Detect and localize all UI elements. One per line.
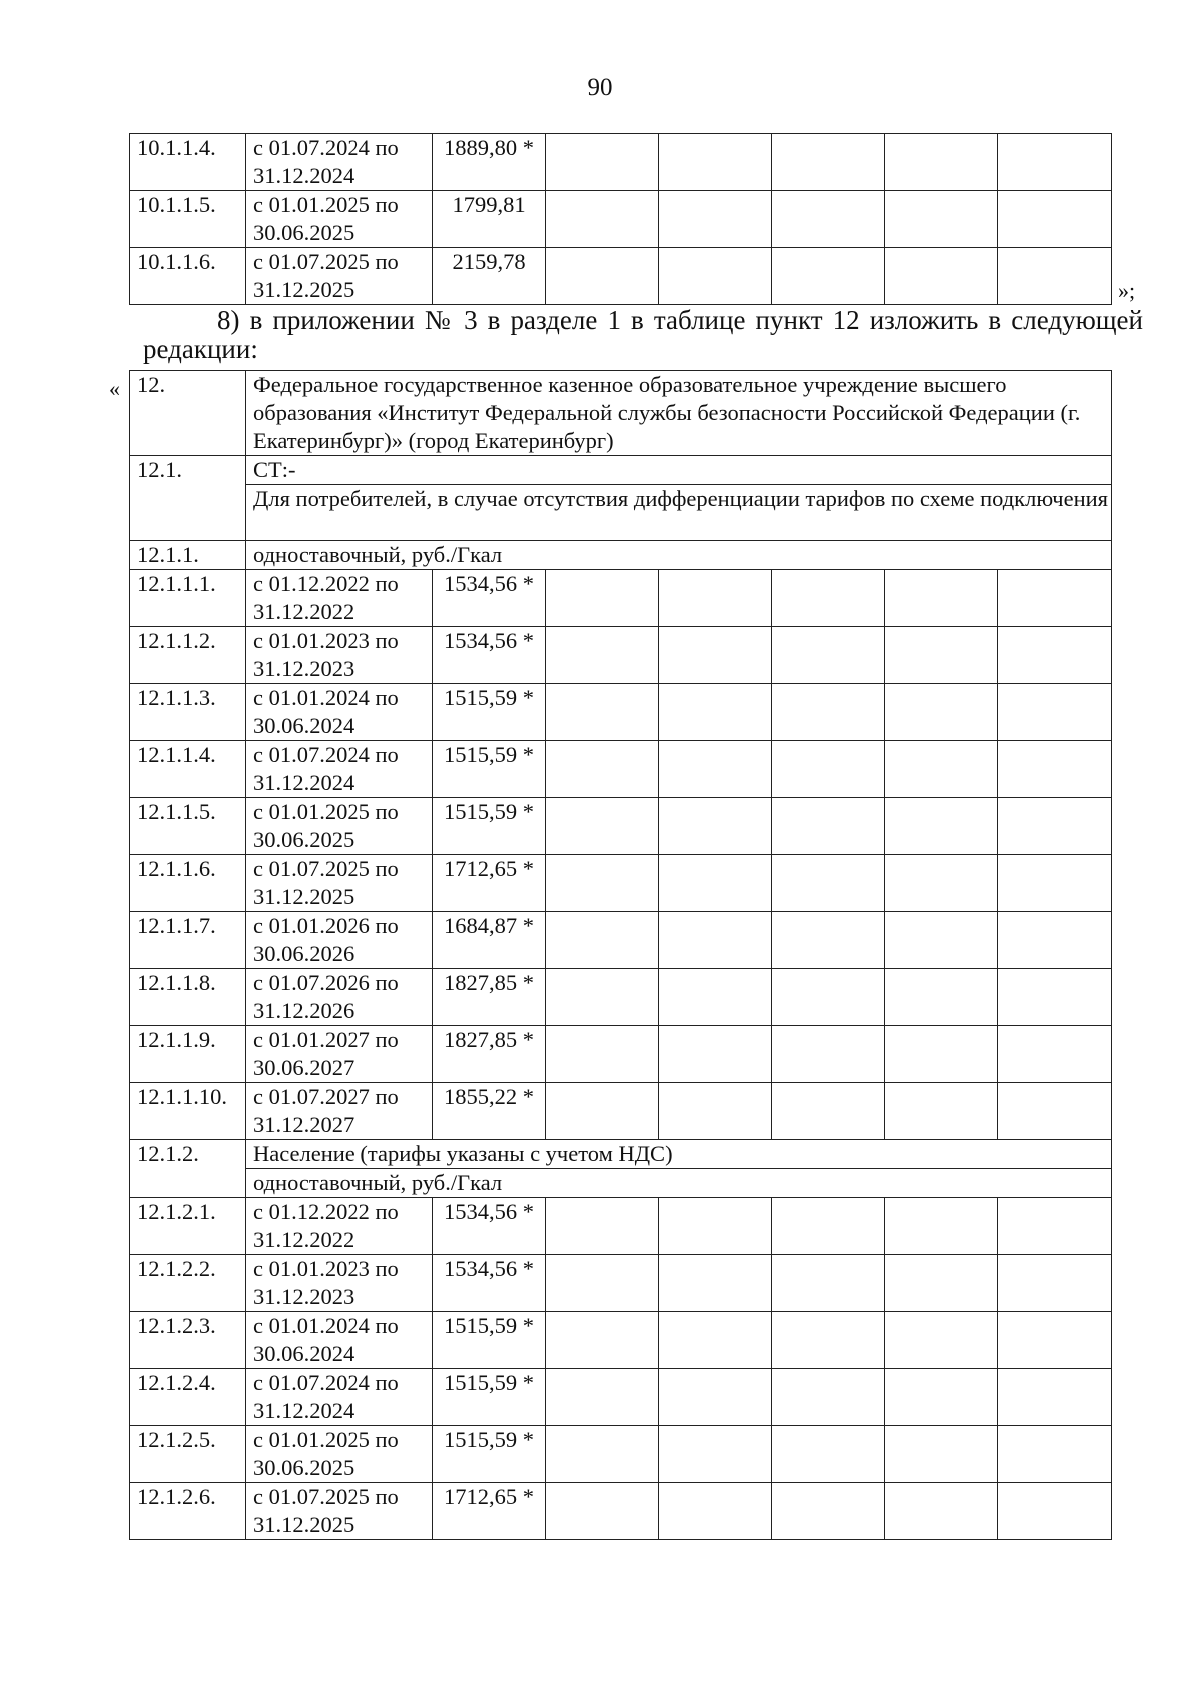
empty-cell [546, 1426, 659, 1483]
table-row [130, 741, 1112, 798]
period-cell: с 01.12.2022 по 31.12.2022 [246, 570, 433, 627]
table-row [130, 134, 1112, 191]
row-number: 12.1.1.2. [130, 627, 246, 684]
empty-cell [546, 1198, 659, 1255]
table-row [130, 191, 1112, 248]
tariff-value-cell: 1534,56 * [433, 1198, 546, 1255]
tariff-table-main [129, 370, 1112, 1540]
table-row [130, 798, 1112, 855]
table-row [130, 1426, 1112, 1483]
period-cell: с 01.01.2025 по 30.06.2025 [246, 191, 433, 248]
empty-cell [772, 912, 885, 969]
empty-cell [885, 1483, 998, 1540]
empty-cell [772, 627, 885, 684]
tariff-value-cell: 1534,56 * [433, 627, 546, 684]
period-cell: с 01.07.2025 по 31.12.2025 [246, 855, 433, 912]
empty-cell [885, 1026, 998, 1083]
table-row [130, 248, 1112, 305]
amendment-line-1: 8) в приложении № 3 в разделе 1 в таблице пункт 12 изложить в следующей [217, 305, 1143, 335]
empty-cell [546, 570, 659, 627]
amendment-paragraph [143, 306, 1143, 364]
empty-cell [998, 798, 1112, 855]
empty-cell [772, 248, 885, 305]
table-row [130, 1369, 1112, 1426]
empty-cell [885, 134, 998, 191]
row-number: 12.1. [130, 456, 246, 541]
row-number: 10.1.1.4. [130, 134, 246, 191]
empty-cell [998, 1255, 1112, 1312]
row-number: 12.1.2.5. [130, 1426, 246, 1483]
empty-cell [885, 248, 998, 305]
empty-cell [659, 741, 772, 798]
tariff-table-top [129, 133, 1112, 305]
row-number: 12.1.2.4. [130, 1369, 246, 1426]
empty-cell [772, 134, 885, 191]
tariff-value-cell: 2159,78 [433, 248, 546, 305]
tariff-value-cell: 1515,59 * [433, 798, 546, 855]
empty-cell [659, 191, 772, 248]
empty-cell [546, 912, 659, 969]
empty-cell [998, 570, 1112, 627]
consumer-group: Население (тарифы указаны с учетом НДС) [246, 1140, 1112, 1169]
empty-cell [659, 1369, 772, 1426]
empty-cell [659, 1026, 772, 1083]
tariff-value-cell: 1799,81 [433, 191, 546, 248]
empty-cell [885, 627, 998, 684]
table-row [130, 1083, 1112, 1140]
empty-cell [546, 969, 659, 1026]
empty-cell [772, 969, 885, 1026]
empty-cell [772, 1083, 885, 1140]
empty-cell [998, 1083, 1112, 1140]
tariff-value-cell: 1855,22 * [433, 1083, 546, 1140]
opening-quote-mark: « [109, 376, 120, 401]
period-cell: с 01.07.2024 по 31.12.2024 [246, 741, 433, 798]
tariff-value-cell: 1827,85 * [433, 1026, 546, 1083]
period-cell: с 01.01.2025 по 30.06.2025 [246, 1426, 433, 1483]
empty-cell [546, 798, 659, 855]
tariff-value-cell: 1515,59 * [433, 1369, 546, 1426]
empty-cell [659, 1483, 772, 1540]
row-number: 12.1.2.2. [130, 1255, 246, 1312]
empty-cell [772, 1312, 885, 1369]
empty-cell [772, 1026, 885, 1083]
empty-cell [885, 912, 998, 969]
row-number: 12.1.1.10. [130, 1083, 246, 1140]
table-row [130, 627, 1112, 684]
empty-cell [546, 1255, 659, 1312]
row-number: 12.1.1. [130, 541, 246, 570]
period-cell: с 01.01.2024 по 30.06.2024 [246, 1312, 433, 1369]
empty-cell [546, 855, 659, 912]
row-number: 12.1.2.1. [130, 1198, 246, 1255]
empty-cell [546, 134, 659, 191]
page-number: 90 [587, 74, 613, 101]
table-row-rate-type [130, 1169, 1112, 1198]
period-cell: с 01.01.2026 по 30.06.2026 [246, 912, 433, 969]
empty-cell [998, 969, 1112, 1026]
empty-cell [998, 248, 1112, 305]
empty-cell [885, 969, 998, 1026]
row-number: 12.1.1.3. [130, 684, 246, 741]
period-cell: с 01.01.2023 по 31.12.2023 [246, 1255, 433, 1312]
empty-cell [772, 1198, 885, 1255]
table-row [130, 1483, 1112, 1540]
row-number: 12. [130, 371, 246, 456]
org-name: Федеральное государственное казенное образовательное учреждение высшего образования «Институт Федеральной службы безопасности Российской Федерации (г. Екатеринбург)» (город Екатеринбург) [246, 371, 1112, 456]
tariff-value-cell: 1827,85 * [433, 969, 546, 1026]
table-row [130, 912, 1112, 969]
empty-cell [885, 684, 998, 741]
empty-cell [546, 248, 659, 305]
row-number: 12.1.1.7. [130, 912, 246, 969]
empty-cell [998, 1312, 1112, 1369]
empty-cell [998, 741, 1112, 798]
empty-cell [546, 1083, 659, 1140]
tariff-type: СТ:- [246, 456, 1112, 485]
empty-cell [885, 1255, 998, 1312]
row-number: 12.1.1.4. [130, 741, 246, 798]
empty-cell [998, 1369, 1112, 1426]
period-cell: с 01.01.2024 по 30.06.2024 [246, 684, 433, 741]
empty-cell [659, 1083, 772, 1140]
tariff-value-cell: 1515,59 * [433, 1312, 546, 1369]
period-cell: с 01.01.2027 по 30.06.2027 [246, 1026, 433, 1083]
empty-cell [772, 1483, 885, 1540]
table-row-subsection [130, 1140, 1112, 1169]
period-cell: с 01.07.2026 по 31.12.2026 [246, 969, 433, 1026]
row-number: 12.1.1.8. [130, 969, 246, 1026]
empty-cell [659, 134, 772, 191]
empty-cell [659, 855, 772, 912]
row-number: 12.1.1.5. [130, 798, 246, 855]
empty-cell [546, 1026, 659, 1083]
empty-cell [885, 1426, 998, 1483]
table-row [130, 855, 1112, 912]
row-number: 12.1.2. [130, 1140, 246, 1198]
empty-cell [885, 191, 998, 248]
empty-cell [772, 798, 885, 855]
tariff-value-cell: 1534,56 * [433, 1255, 546, 1312]
empty-cell [659, 684, 772, 741]
tariff-value-cell: 1515,59 * [433, 1426, 546, 1483]
tariff-value-cell: 1712,65 * [433, 855, 546, 912]
closing-quote-mark: »; [1118, 278, 1136, 303]
period-cell: с 01.07.2025 по 31.12.2025 [246, 1483, 433, 1540]
row-number: 12.1.2.3. [130, 1312, 246, 1369]
empty-cell [659, 912, 772, 969]
empty-cell [998, 627, 1112, 684]
period-cell: с 01.12.2022 по 31.12.2022 [246, 1198, 433, 1255]
empty-cell [885, 570, 998, 627]
table-row [130, 1312, 1112, 1369]
table-row [130, 1255, 1112, 1312]
empty-cell [772, 1369, 885, 1426]
empty-cell [772, 1426, 885, 1483]
table-row-consumers [130, 485, 1112, 541]
table-row [130, 969, 1112, 1026]
empty-cell [659, 1198, 772, 1255]
empty-cell [546, 191, 659, 248]
empty-cell [546, 1312, 659, 1369]
empty-cell [998, 912, 1112, 969]
row-number: 10.1.1.5. [130, 191, 246, 248]
empty-cell [998, 1026, 1112, 1083]
period-cell: с 01.01.2023 по 31.12.2023 [246, 627, 433, 684]
rate-type: одноставочный, руб./Гкал [246, 541, 1112, 570]
empty-cell [772, 684, 885, 741]
period-cell: с 01.07.2024 по 31.12.2024 [246, 1369, 433, 1426]
table-row-section [130, 456, 1112, 485]
table-row [130, 684, 1112, 741]
empty-cell [998, 1198, 1112, 1255]
empty-cell [885, 1198, 998, 1255]
empty-cell [885, 1369, 998, 1426]
amendment-line-2: редакции: [143, 334, 258, 364]
tariff-value-cell: 1515,59 * [433, 684, 546, 741]
table-row-org [130, 371, 1112, 456]
row-number: 12.1.2.6. [130, 1483, 246, 1540]
empty-cell [546, 684, 659, 741]
empty-cell [772, 191, 885, 248]
period-cell: с 01.07.2027 по 31.12.2027 [246, 1083, 433, 1140]
row-number: 12.1.1.6. [130, 855, 246, 912]
tariff-value-cell: 1534,56 * [433, 570, 546, 627]
empty-cell [885, 855, 998, 912]
period-cell: с 01.07.2024 по 31.12.2024 [246, 134, 433, 191]
row-number: 10.1.1.6. [130, 248, 246, 305]
empty-cell [659, 969, 772, 1026]
empty-cell [659, 627, 772, 684]
empty-cell [772, 741, 885, 798]
table-row [130, 570, 1112, 627]
tariff-value-cell: 1684,87 * [433, 912, 546, 969]
empty-cell [998, 191, 1112, 248]
period-cell: с 01.01.2025 по 30.06.2025 [246, 798, 433, 855]
table-row [130, 1026, 1112, 1083]
tariff-value-cell: 1889,80 * [433, 134, 546, 191]
empty-cell [885, 1083, 998, 1140]
empty-cell [659, 1312, 772, 1369]
table-row-subsection [130, 541, 1112, 570]
empty-cell [546, 1369, 659, 1426]
tariff-value-cell: 1515,59 * [433, 741, 546, 798]
empty-cell [885, 798, 998, 855]
row-number: 12.1.1.1. [130, 570, 246, 627]
period-cell: с 01.07.2025 по 31.12.2025 [246, 248, 433, 305]
empty-cell [546, 627, 659, 684]
empty-cell [998, 855, 1112, 912]
empty-cell [659, 1426, 772, 1483]
empty-cell [772, 1255, 885, 1312]
empty-cell [998, 1426, 1112, 1483]
row-number: 12.1.1.9. [130, 1026, 246, 1083]
empty-cell [659, 570, 772, 627]
empty-cell [659, 798, 772, 855]
rate-type: одноставочный, руб./Гкал [246, 1169, 1112, 1198]
empty-cell [998, 134, 1112, 191]
empty-cell [885, 1312, 998, 1369]
empty-cell [885, 741, 998, 798]
empty-cell [772, 855, 885, 912]
empty-cell [772, 570, 885, 627]
empty-cell [998, 1483, 1112, 1540]
table-row [130, 1198, 1112, 1255]
empty-cell [659, 248, 772, 305]
empty-cell [546, 1483, 659, 1540]
consumer-group: Для потребителей, в случае отсутствия дифференциации тарифов по схеме подключения [246, 485, 1112, 541]
empty-cell [546, 741, 659, 798]
empty-cell [659, 1255, 772, 1312]
empty-cell [998, 684, 1112, 741]
tariff-value-cell: 1712,65 * [433, 1483, 546, 1540]
